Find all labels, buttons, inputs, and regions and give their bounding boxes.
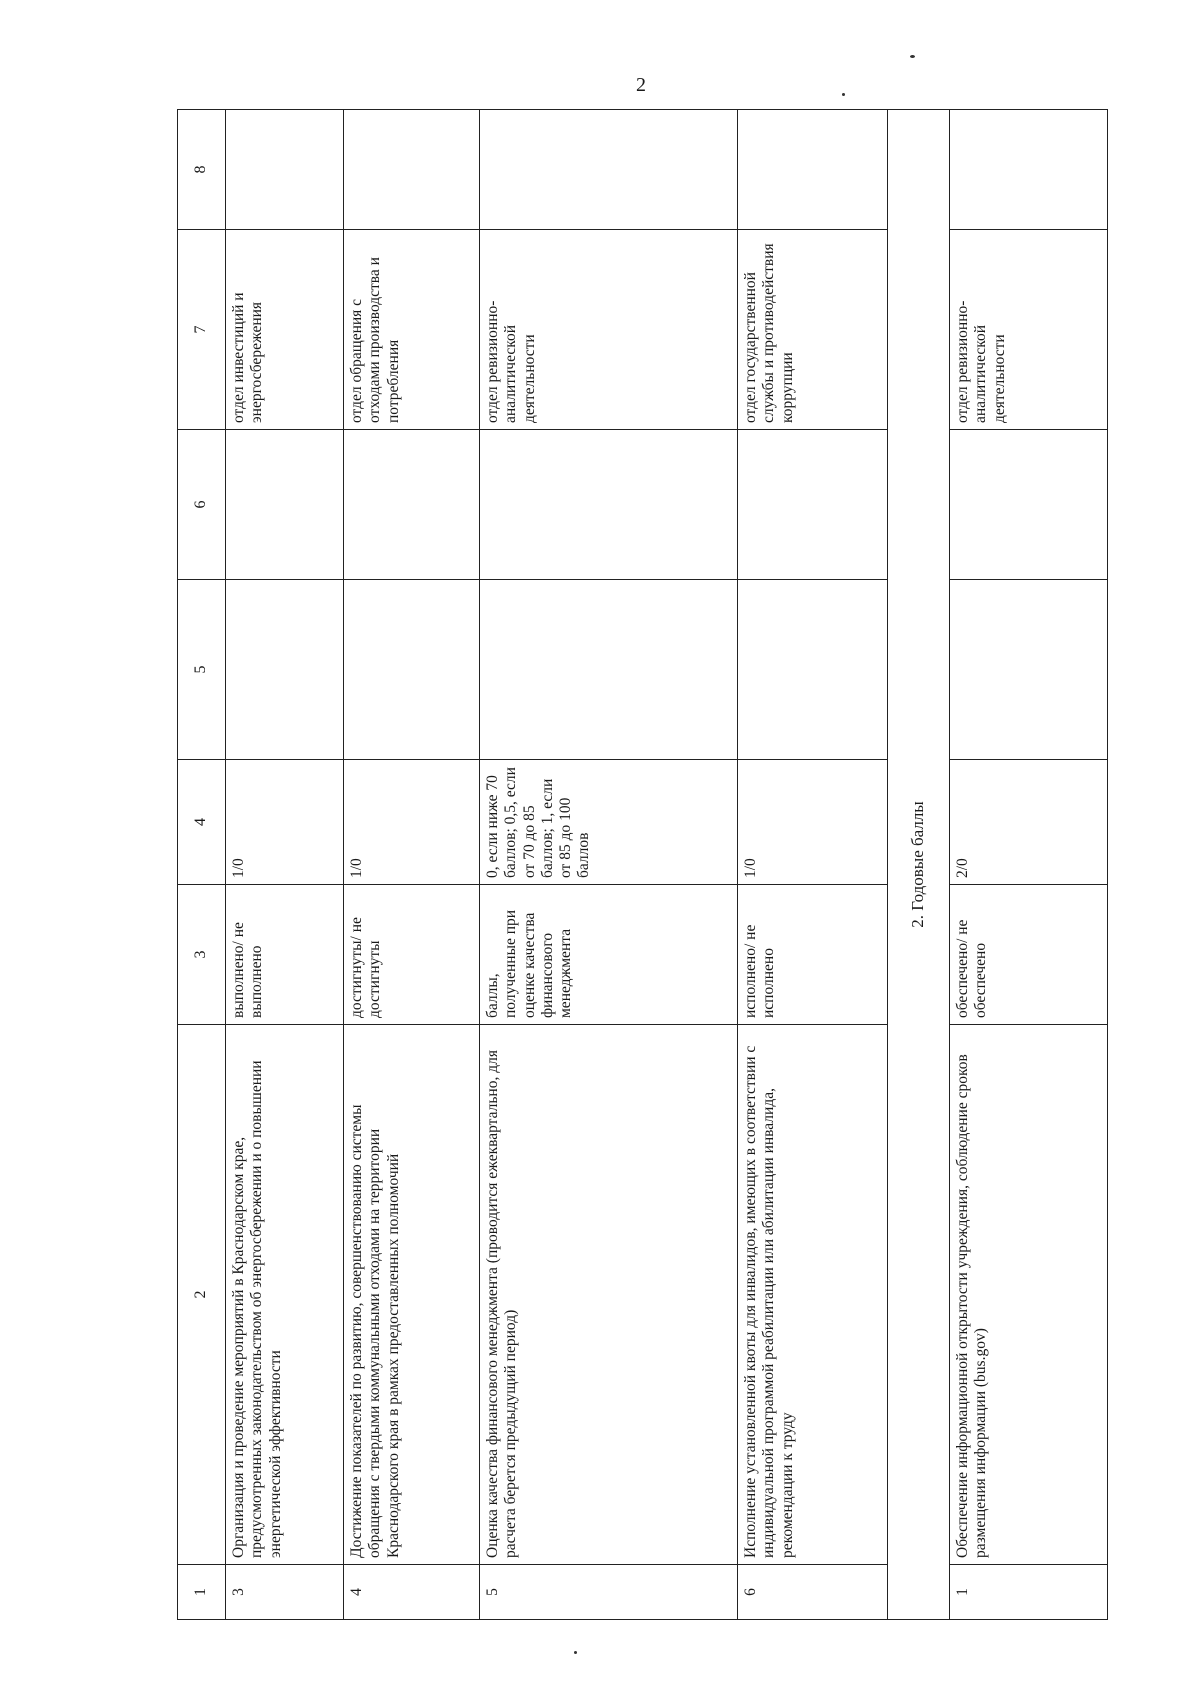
col5-cell	[226, 580, 344, 760]
section-row	[888, 110, 950, 1620]
department-cell: отдел ревизионно-аналитической деятельности	[950, 230, 1108, 430]
rotated-table-frame	[177, 110, 1107, 1620]
indicator-cell: Организация и проведение мероприятий в Краснодарском крае, предусмотренных законодательством об энергосбережении и о повышении энергетической эффективности	[226, 1025, 344, 1565]
page-number: 2	[636, 74, 646, 96]
header-cell: 4	[178, 760, 226, 885]
department-cell: отдел ревизионно-аналитической деятельности	[480, 230, 738, 430]
criterion-cell: баллы, полученные при оценке качества финансового менеджмента	[480, 885, 738, 1025]
header-cell: 3	[178, 885, 226, 1025]
col8-cell	[480, 110, 738, 230]
points-cell: 1/0	[226, 760, 344, 885]
col6-cell	[344, 430, 480, 580]
points-cell: 0, если ниже 70 баллов; 0,5, если от 70 до 85 баллов; 1, если от 85 до 100 баллов	[480, 760, 738, 885]
scan-speck	[910, 55, 915, 58]
col8-cell	[226, 110, 344, 230]
table-row	[950, 110, 1108, 1620]
indicator-cell: Достижение показателей по развитию, совершенствованию системы обращения с твердыми коммунальными отходами на территории Краснодарского края в рамках предоставленных полномочий	[344, 1025, 480, 1565]
indicator-cell: Оценка качества финансового менеджмента (проводится ежеквартально, для расчета берется предыдущий период)	[480, 1025, 738, 1565]
table-row	[344, 110, 480, 1620]
header-cell: 2	[178, 1025, 226, 1565]
col6-cell	[226, 430, 344, 580]
indicator-cell: Обеспечение информационной открытости учреждения, соблюдение сроков размещения информации (bus.gov)	[950, 1025, 1108, 1565]
row-number: 6	[738, 1565, 888, 1620]
header-cell: 6	[178, 430, 226, 580]
department-cell: отдел государственной службы и противодействия коррупции	[738, 230, 888, 430]
col5-cell	[738, 580, 888, 760]
points-cell: 1/0	[738, 760, 888, 885]
col8-cell	[738, 110, 888, 230]
col6-cell	[480, 430, 738, 580]
col6-cell	[950, 430, 1108, 580]
col8-cell	[344, 110, 480, 230]
points-cell: 1/0	[344, 760, 480, 885]
table-row	[480, 110, 738, 1620]
header-cell: 7	[178, 230, 226, 430]
table-row	[226, 110, 344, 1620]
header-cell: 1	[178, 1565, 226, 1620]
col5-cell	[950, 580, 1108, 760]
scan-speck	[574, 1651, 577, 1654]
table-row	[738, 110, 888, 1620]
col5-cell	[344, 580, 480, 760]
row-number: 1	[950, 1565, 1108, 1620]
criteria-table	[177, 109, 1108, 1620]
department-cell: отдел инвестиций и энергосбережения	[226, 230, 344, 430]
criterion-cell: исполнено/ не исполнено	[738, 885, 888, 1025]
row-number: 3	[226, 1565, 344, 1620]
row-number: 4	[344, 1565, 480, 1620]
col5-cell	[480, 580, 738, 760]
col8-cell	[950, 110, 1108, 230]
header-cell: 8	[178, 110, 226, 230]
scan-speck	[842, 93, 845, 96]
row-number: 5	[480, 1565, 738, 1620]
section-title: 2. Годовые баллы	[888, 110, 950, 1620]
header-cell: 5	[178, 580, 226, 760]
points-cell: 2/0	[950, 760, 1108, 885]
criterion-cell: обеспечено/ не обеспечено	[950, 885, 1108, 1025]
criterion-cell: достигнуты/ не достигнуты	[344, 885, 480, 1025]
criterion-cell: выполнено/ не выполнено	[226, 885, 344, 1025]
col6-cell	[738, 430, 888, 580]
header-row	[178, 110, 226, 1620]
department-cell: отдел обращения с отходами производства и потребления	[344, 230, 480, 430]
indicator-cell: Исполнение установленной квоты для инвалидов, имеющих в соответствии с индивидуальной программой реабилитации или абилитации инвалида, рекомендации к труду	[738, 1025, 888, 1565]
